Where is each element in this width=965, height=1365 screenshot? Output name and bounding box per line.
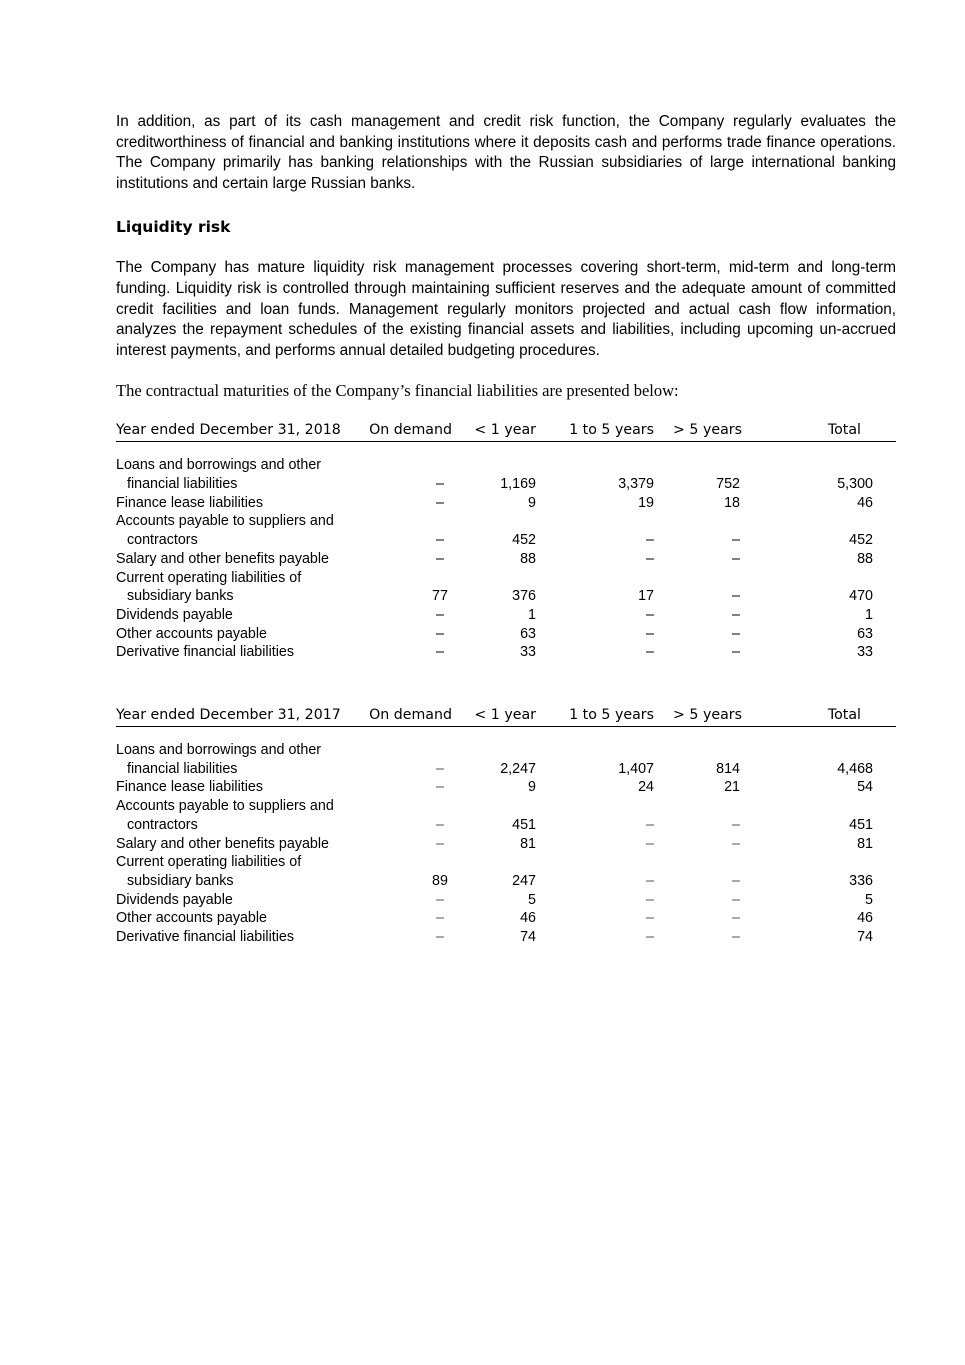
cell-total: 5 [865,891,873,908]
cell-more-5-years: 18 [724,494,740,511]
cell-total: 46 [857,494,873,511]
column-header-less-1-year: < 1 year [452,421,556,442]
cell-more-5-years: – [732,588,740,605]
cell-more-5-years: – [732,532,740,549]
cell-value: – [436,816,444,833]
cell-more-5-years: – [732,873,740,889]
cell-1-to-5-years: – [646,816,654,833]
table-header-row [116,421,896,442]
table-title: Year ended December 31, 2018 [116,421,368,442]
row-label: Finance lease liabilities [116,494,264,511]
row-label: Accounts payable to suppliers and [116,798,334,815]
cell-more-5-years: – [732,816,740,833]
table-title: Year ended December 31, 2017 [116,706,368,727]
cell-on-demand [368,587,452,606]
cell-more-5-years: – [732,625,740,642]
row-label: Derivative financial liabilities [116,929,294,946]
cell-total: 33 [857,644,873,661]
row-label: subsidiary banks [127,588,234,605]
cell-value: – [436,606,444,623]
cell-1-to-5-years: – [646,644,654,661]
row-label: Current operating liabilities of [116,569,302,586]
table-row-label [116,512,896,531]
cell-less-1-year: 46 [520,910,536,927]
cell-value: – [436,835,444,852]
cell-more-5-years: – [732,910,740,927]
cell-on-demand [368,475,452,494]
cell-total: 451 [849,816,873,833]
cell-value: – [436,779,444,796]
row-label: Accounts payable to suppliers and [116,513,334,530]
row-label: Salary and other benefits payable [116,550,330,567]
cell-total: 46 [857,910,873,927]
row-label: Loans and borrowings and other [116,457,322,474]
cell-less-1-year: 1 [528,606,536,623]
cell-value: – [436,532,444,549]
row-label: Finance lease liabilities [116,779,264,796]
cell-1-to-5-years: – [646,873,654,889]
column-header-more-5-years: > 5 years [667,421,768,442]
cell-value: – [436,644,444,661]
row-label: Current operating liabilities of [116,854,302,871]
row-label: financial liabilities [127,760,238,777]
cell-total: 88 [857,550,873,567]
cell-value: 89 [432,873,448,889]
cell-1-to-5-years: – [646,929,654,946]
table-row [116,909,896,928]
maturities-table-2017 [116,706,896,947]
cell-total: 4,468 [837,760,873,777]
cell-more-5-years: 21 [724,779,740,796]
liquidity-risk-heading: Liquidity risk [116,218,231,237]
cell-on-demand [368,909,452,928]
table-row-label [116,569,896,588]
row-label: Loans and borrowings and other [116,742,322,759]
cell-less-1-year: 63 [520,625,536,642]
cell-1-to-5-years: – [646,835,654,852]
table-row [116,587,896,606]
column-header-less-1-year: < 1 year [452,706,556,727]
cell-value: – [436,760,444,777]
cell-total: 336 [849,873,873,889]
cell-on-demand [368,550,452,569]
cell-total: 1 [865,606,873,623]
cell-less-1-year: 2,247 [500,760,536,777]
column-header-on-demand: On demand [368,421,452,442]
row-label: Other accounts payable [116,625,268,642]
column-header-on-demand: On demand [368,706,452,727]
cell-on-demand [368,531,452,550]
credit-risk-paragraph: In addition, as part of its cash management and credit risk function, the Company regularly evaluates the creditworthiness of financial and banking institutions where it deposits cash and performs trade finance operations. The Company primarily has banking relationships with the Russian subsidiaries of large international banking institutions and certain large Russian banks. [116,113,896,192]
cell-1-to-5-years: 17 [638,588,654,605]
cell-on-demand [368,760,452,779]
cell-less-1-year: 9 [528,494,536,511]
cell-value: – [436,910,444,927]
cell-more-5-years: – [732,550,740,567]
cell-more-5-years: – [732,835,740,852]
table-row [116,643,896,662]
table-row-label [116,456,896,475]
cell-value: – [436,625,444,642]
cell-less-1-year: 5 [528,891,536,908]
cell-1-to-5-years: 3,379 [618,476,654,493]
cell-on-demand [368,494,452,513]
cell-1-to-5-years: – [646,910,654,927]
row-label: Dividends payable [116,606,233,623]
maturities-intro: The contractual maturities of the Company’s financial liabilities are presented below: [116,381,679,401]
row-label: contractors [127,816,198,833]
cell-total: 452 [849,532,873,549]
cell-less-1-year: 81 [520,835,536,852]
cell-more-5-years: – [732,891,740,908]
cell-on-demand [368,872,452,891]
cell-more-5-years: – [732,606,740,623]
table-row [116,816,896,835]
table-row-label [116,797,896,816]
cell-more-5-years: – [732,929,740,946]
row-label: contractors [127,532,198,549]
column-header-more-5-years: > 5 years [667,706,768,727]
cell-less-1-year: 452 [512,532,536,549]
cell-on-demand [368,643,452,662]
table-header-row [116,706,896,727]
cell-total: 54 [857,779,873,796]
column-header-total: Total [768,421,896,442]
cell-less-1-year: 451 [512,816,536,833]
cell-total: 63 [857,625,873,642]
cell-on-demand [368,835,452,854]
table-row [116,475,896,494]
table-row [116,494,896,513]
cell-1-to-5-years: – [646,625,654,642]
cell-1-to-5-years: – [646,532,654,549]
cell-on-demand [368,778,452,797]
cell-value: 77 [432,588,448,605]
cell-less-1-year: 247 [512,873,536,889]
cell-1-to-5-years: 1,407 [618,760,654,777]
column-header-total: Total [768,706,896,727]
cell-more-5-years: 814 [716,760,740,777]
cell-on-demand [368,891,452,910]
cell-less-1-year: 1,169 [500,476,536,493]
table-row-label [116,853,896,872]
cell-on-demand [368,928,452,947]
cell-on-demand [368,816,452,835]
table-row [116,531,896,550]
cell-less-1-year: 376 [512,588,536,605]
table-row [116,835,896,854]
document-page [116,112,896,947]
column-header-1-to-5-years: 1 to 5 years [556,706,667,727]
liquidity-risk-paragraph: The Company has mature liquidity risk management processes covering short-term, mid-term and long-term funding. Liquidity risk is controlled through maintaining sufficient reserves and the adequate amount of committed credit facilities and loan funds. Management regularly monitors projected and actual cash flow information, analyzes the repayment schedules of the existing financial assets and liabilities, including upcoming un-accrued interest payments, and performs annual detailed budgeting procedures. [116,259,896,359]
table-row [116,928,896,947]
table-row [116,760,896,779]
row-label: financial liabilities [127,476,238,493]
column-header-1-to-5-years: 1 to 5 years [556,421,667,442]
cell-less-1-year: 88 [520,550,536,567]
table-row [116,778,896,797]
row-label: subsidiary banks [127,873,234,889]
cell-more-5-years: 752 [716,476,740,493]
cell-total: 470 [849,588,873,605]
cell-total: 81 [857,835,873,852]
cell-value: – [436,476,444,493]
row-label: Dividends payable [116,891,233,908]
row-label: Salary and other benefits payable [116,835,330,852]
cell-value: – [436,891,444,908]
row-label: Other accounts payable [116,910,268,927]
cell-1-to-5-years: – [646,550,654,567]
cell-1-to-5-years: – [646,891,654,908]
row-label: Derivative financial liabilities [116,644,294,661]
table-row [116,550,896,569]
table-row [116,625,896,644]
table-row-label [116,741,896,760]
cell-1-to-5-years: 24 [638,779,654,796]
table-row [116,872,896,891]
cell-more-5-years: – [732,644,740,661]
cell-on-demand [368,606,452,625]
cell-on-demand [368,625,452,644]
cell-value: – [436,929,444,946]
table-row [116,891,896,910]
cell-value: – [436,494,444,511]
cell-total: 5,300 [837,476,873,493]
cell-1-to-5-years: – [646,606,654,623]
cell-less-1-year: 9 [528,779,536,796]
cell-less-1-year: 74 [520,929,536,946]
cell-1-to-5-years: 19 [638,494,654,511]
cell-value: – [436,550,444,567]
cell-total: 74 [857,929,873,946]
maturities-table-2018 [116,421,896,662]
table-row [116,606,896,625]
cell-less-1-year: 33 [520,644,536,661]
